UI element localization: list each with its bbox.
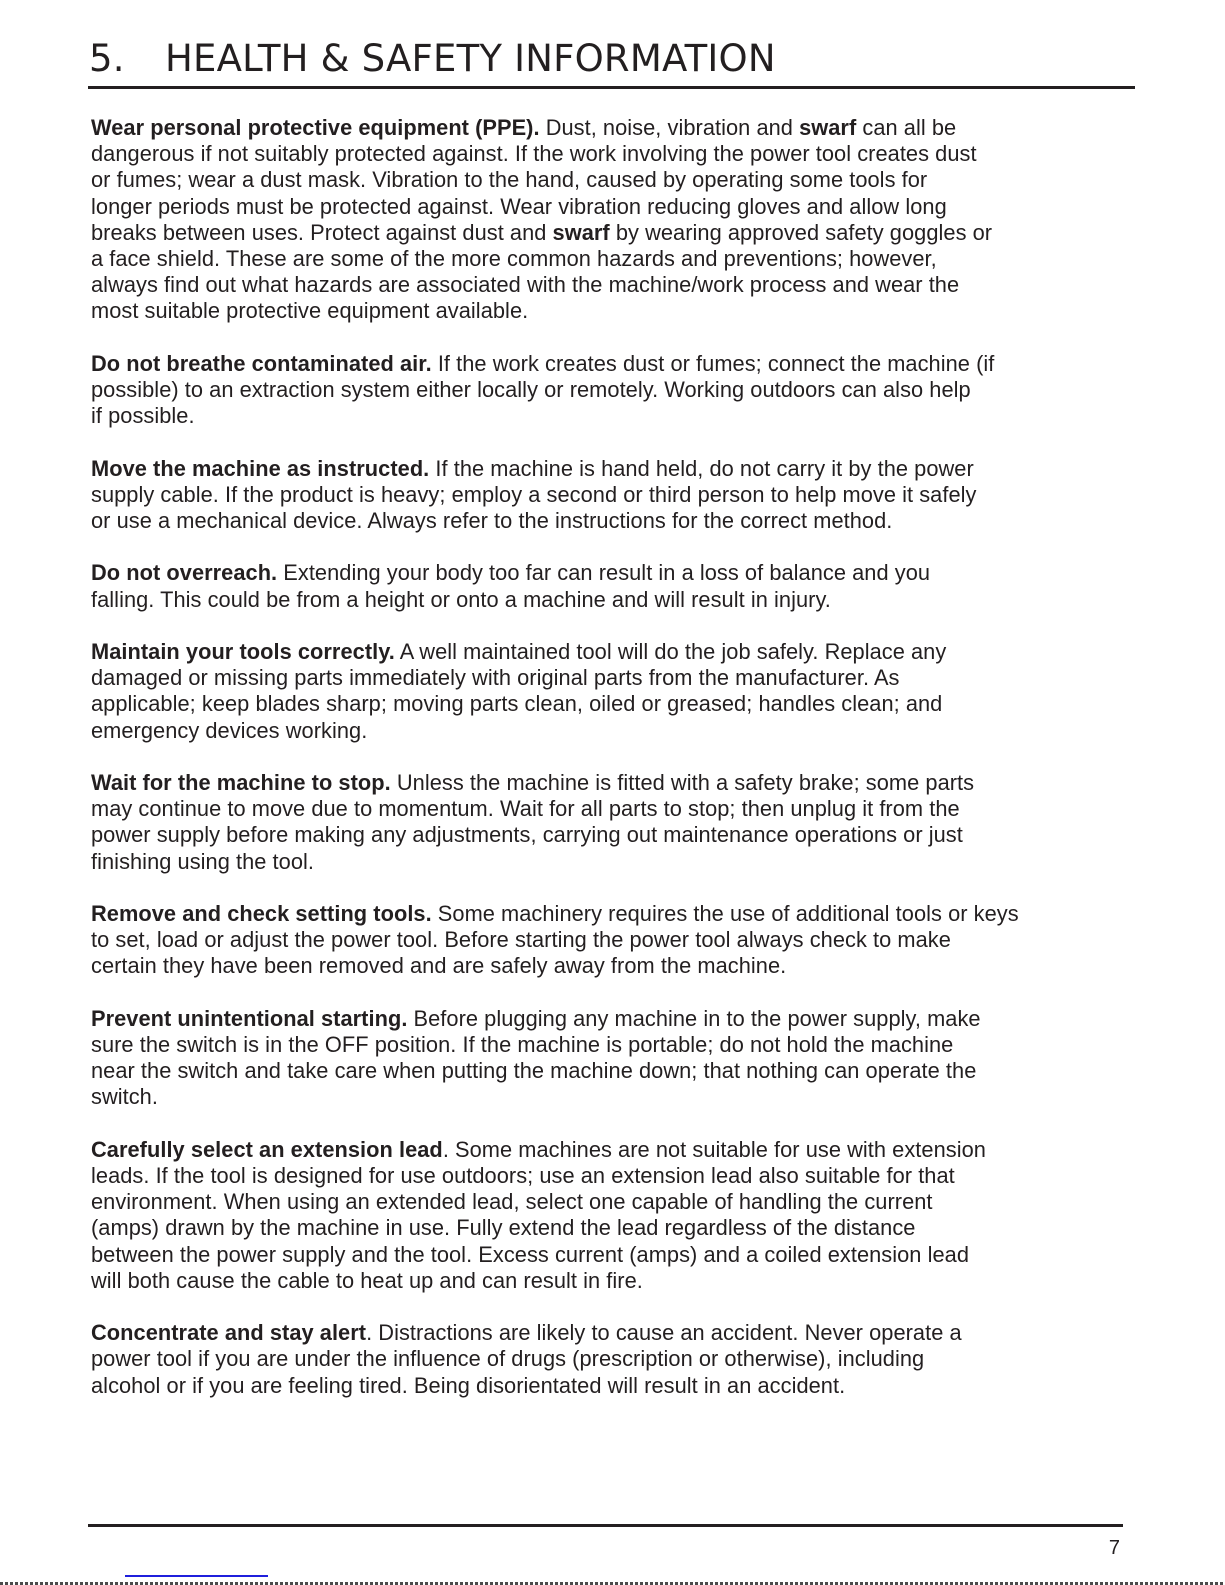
body-text: alcohol or if you are feeling tired. Being disorientated will result in an accident. [91, 1372, 846, 1398]
text-line [91, 901, 1141, 927]
text-line [91, 1346, 1141, 1372]
body-text: power supply before making any adjustments, carrying out maintenance operations or just [91, 822, 963, 848]
bold-term: swarf [799, 115, 857, 140]
text-line [91, 691, 1141, 717]
body-text: if possible. [91, 403, 195, 429]
text-line [91, 194, 1141, 220]
body-text: falling. This could be from a height or onto a machine and will result in injury. [91, 586, 831, 612]
safety-paragraph [91, 770, 1141, 875]
text-line [91, 665, 1141, 691]
text-line [91, 456, 1141, 482]
body-text: possible) to an extraction system either locally or remotely. Working outdoors can also help [91, 377, 971, 403]
text-line [91, 587, 1141, 613]
text-line [91, 1242, 1141, 1268]
text-line [91, 822, 1141, 848]
body-text: always find out what hazards are associated with the machine/work process and wear the [91, 272, 960, 298]
body-text: sure the switch is in the OFF position. If the machine is portable; do not hold the machine [91, 1032, 954, 1057]
paragraph-heading: Move the machine as instructed. [91, 455, 430, 481]
safety-paragraph [91, 456, 1141, 535]
safety-paragraph [91, 351, 1141, 430]
body-text: power tool if you are under the influence of drugs (prescription or otherwise), including [91, 1346, 925, 1372]
body-text: most suitable protective equipment available. [91, 298, 529, 324]
paragraph-heading: Wait for the machine to stop. [91, 770, 391, 795]
safety-paragraph [91, 901, 1141, 980]
text-line [91, 1320, 1141, 1346]
body-text: breaks between uses. Protect against dust and [91, 219, 553, 245]
body-text: finishing using the tool. [91, 848, 314, 874]
body-text: applicable; keep blades sharp; moving parts clean, oiled or greased; handles clean; and [91, 691, 943, 717]
body-text: switch. [91, 1084, 158, 1110]
body-text: Dust, noise, vibration and [539, 115, 800, 140]
body-text: leads. If the tool is designed for use outdoors; use an extension lead also suitable for that [91, 1163, 955, 1188]
text-line [91, 220, 1141, 246]
text-line [91, 796, 1141, 822]
text-line [91, 927, 1141, 953]
paragraph-heading: Prevent unintentional starting. [91, 1005, 408, 1031]
body-text: or use a mechanical device. Always refer to the instructions for the correct method. [91, 508, 893, 534]
text-line [91, 1268, 1141, 1294]
body-text: emergency devices working. [91, 717, 368, 743]
text-line [91, 1032, 1141, 1058]
text-line [91, 849, 1141, 875]
text-line [91, 141, 1141, 167]
body-text: If the machine is hand held, do not carry it by the power [429, 455, 974, 481]
text-line [91, 272, 1141, 298]
safety-paragraph [91, 1006, 1141, 1111]
text-line [91, 639, 1141, 665]
body-text: can all be [856, 115, 957, 140]
safety-paragraph [91, 1137, 1141, 1294]
text-line [91, 298, 1141, 324]
body-text: will both cause the cable to heat up and can result in fire. [91, 1267, 643, 1293]
body-text: longer periods must be protected against. Wear vibration reducing gloves and allow long [91, 193, 947, 219]
body-text: a face shield. These are some of the more common hazards and preventions; however, [91, 246, 937, 272]
text-line [91, 1189, 1141, 1215]
text-line [91, 953, 1141, 979]
paragraph-heading: Do not overreach. [91, 560, 278, 586]
text-line [91, 1137, 1141, 1163]
body-text: may continue to move due to momentum. Wait for all parts to stop; then unplug it from the [91, 796, 960, 822]
header-divider [88, 86, 1135, 89]
safety-paragraph [91, 560, 1141, 612]
body-text: Extending your body too far can result in a loss of balance and you [277, 560, 931, 586]
paragraph-heading: Wear personal protective equipment (PPE). [91, 115, 540, 140]
safety-paragraph [91, 115, 1141, 325]
body-text: or fumes; wear a dust mask. Vibration to the hand, caused by operating some tools for [91, 167, 928, 193]
paragraph-heading: Do not breathe contaminated air. [91, 350, 432, 376]
body-text: A well maintained tool will do the job safely. Replace any [394, 639, 947, 664]
text-line [91, 1006, 1141, 1032]
text-line [91, 1084, 1141, 1110]
body-text: environment. When using an extended lead, select one capable of handling the current [91, 1189, 933, 1215]
body-text: If the work creates dust or fumes; connect the machine (if [431, 350, 995, 376]
text-line [91, 115, 1141, 141]
paragraph-heading: Remove and check setting tools. [91, 901, 432, 926]
body-text: supply cable. If the product is heavy; employ a second or third person to help move it safely [91, 481, 977, 507]
body-text: Some machinery requires the use of additional tools or keys [431, 901, 1019, 926]
paragraph-heading: Concentrate and stay alert [91, 1320, 367, 1346]
body-text: certain they have been removed and are safely away from the machine. [91, 953, 787, 979]
section-title: HEALTH & SAFETY INFORMATION [165, 37, 776, 80]
paragraph-heading: Maintain your tools correctly. [91, 639, 395, 664]
body-text: to set, load or adjust the power tool. Before starting the power tool always check to make [91, 927, 951, 953]
body-text: between the power supply and the tool. Excess current (amps) and a coiled extension lead [91, 1241, 969, 1267]
text-line [91, 482, 1141, 508]
text-line [91, 403, 1141, 429]
bold-term: swarf [552, 219, 610, 245]
text-line [91, 508, 1141, 534]
text-line [91, 246, 1141, 272]
safety-paragraph [91, 639, 1141, 744]
body-text: damaged or missing parts immediately with original parts from the manufacturer. As [91, 665, 900, 691]
body-text: (amps) drawn by the machine in use. Fully extend the lead regardless of the distance [91, 1215, 916, 1241]
safety-paragraph [91, 1320, 1141, 1399]
body-text: Before plugging any machine in to the power supply, make [407, 1005, 981, 1031]
section-number: 5. [89, 37, 125, 80]
text-line [91, 377, 1141, 403]
body-text: . Some machines are not suitable for use with extension [442, 1136, 986, 1162]
text-line [91, 351, 1141, 377]
text-line [91, 167, 1141, 193]
page-number: 7 [1108, 1537, 1120, 1559]
paragraph-heading: Carefully select an extension lead [91, 1136, 443, 1162]
body-text: . Distractions are likely to cause an accident. Never operate a [366, 1320, 962, 1346]
text-line [91, 1373, 1141, 1399]
text-line [91, 1215, 1141, 1241]
page-title [89, 34, 776, 84]
text-line [91, 718, 1141, 744]
safety-content [91, 115, 1141, 1425]
text-line [91, 560, 1141, 586]
body-text: Unless the machine is fitted with a safety brake; some parts [390, 770, 975, 795]
body-text: dangerous if not suitably protected against. If the work involving the power tool creates dust [91, 141, 977, 167]
footer-divider [88, 1524, 1123, 1527]
body-text: near the switch and take care when putting the machine down; that nothing can operate the [91, 1058, 977, 1084]
text-line [91, 1058, 1141, 1084]
link-underline [125, 1575, 268, 1577]
text-line [91, 770, 1141, 796]
text-line [91, 1163, 1141, 1189]
body-text: by wearing approved safety goggles or [609, 219, 993, 245]
